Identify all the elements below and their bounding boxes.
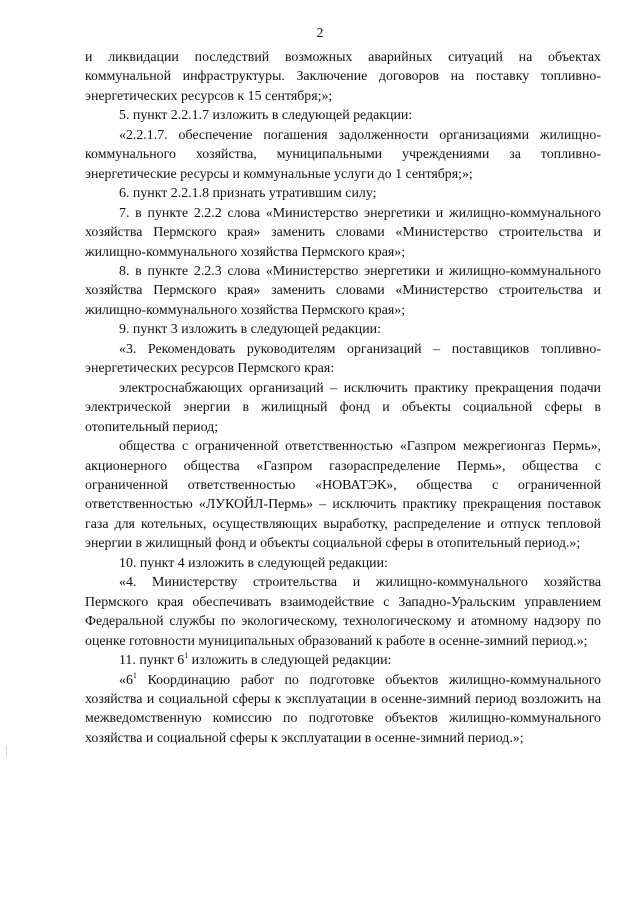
item-11-quote-start: «6 — [119, 672, 133, 688]
paragraph-item-5-quote: «2.2.1.7. обеспечение погашения задолженности организациями жилищно-коммунального хозяйства, муниципальными учреждениями за топливно-энергетические ресурсы и коммунальные услуги до 1 сентября;»; — [85, 127, 601, 182]
item-11-quote-text: Координацию работ по подготовке объектов жилищно-коммунального хозяйства и социальной сферы к эксплуатации в осенне-зимний период возложить на межведомственную комиссию по подготовке объектов жилищно-коммунального хозяйства и социальной сферы к эксплуатации в осенне-зимний период.»; — [85, 672, 601, 746]
document-body — [85, 48, 601, 748]
paragraph-item-7: 7. в пункте 2.2.2 слова «Министерство энергетики и жилищно-коммунального хозяйства Пермского края» заменить словами «Министерство строительства и жилищно-коммунального хозяйства Пермского края»; — [85, 205, 601, 260]
paragraph-item-9: 9. пункт 3 изложить в следующей редакции: — [119, 322, 381, 338]
paragraph-item-5: 5. пункт 2.2.1.7 изложить в следующей редакции: — [119, 108, 413, 124]
paragraph-item-11 — [85, 651, 601, 670]
scan-margin-mark — [6, 745, 7, 757]
item-11-superscript: 1 — [184, 651, 189, 661]
page-number: 2 — [316, 25, 324, 40]
paragraph-item-9-quote: «3. Рекомендовать руководителям организаций – поставщиков топливно-энергетических ресурсов Пермского края: — [85, 341, 601, 377]
item-11-text-start: 11. пункт 6 — [119, 653, 185, 669]
paragraph-item-10-quote: «4. Министерству строительства и жилищно-коммунального хозяйства Пермского края обеспечивать взаимодействие с Западно-Уральским управлением Федеральной службы по экологическому, технологическому и атомному надзору по оценке готовности муниципальных образований к работе в осенне-зимний период.»; — [85, 575, 601, 649]
paragraph-gas-suppliers: общества с ограниченной ответственностью «Газпром межрегионгаз Пермь», акционерного общества «Газпром газораспределение Пермь», общества с ограниченной ответственностью «НОВАТЭК», общества с ограниченной ответственностью «ЛУКОЙЛ-Пермь» – исключить практику прекращения поставок газа для котельных, осуществляющих выработку, распределение и отпуск тепловой энергии в жилищный фонд и объекты социальной сферы в отопительный период.»; — [85, 439, 601, 552]
paragraph-item-11-quote — [85, 671, 601, 749]
paragraph-item-8: 8. в пункте 2.2.3 слова «Министерство энергетики и жилищно-коммунального хозяйства Пермского края» заменить словами «Министерство строительства и жилищно-коммунального хозяйства Пермского края»; — [85, 263, 601, 318]
paragraph-electricity-suppliers: электроснабжающих организаций – исключить практику прекращения подачи электрической энергии в жилищный фонд и объекты социальной сферы в отопительный период; — [85, 380, 601, 435]
paragraph-item-6: 6. пункт 2.2.1.8 признать утратившим силу; — [119, 186, 377, 202]
paragraph-item-10: 10. пункт 4 изложить в следующей редакции: — [119, 555, 388, 571]
paragraph-continuation: и ликвидации последствий возможных аварийных ситуаций на объектах коммунальной инфраструктуры. Заключение договоров на поставку топливно-энергетических ресурсов к 15 сентября;»; — [85, 50, 601, 104]
item-11-quote-superscript: 1 — [132, 670, 137, 680]
item-11-text-end: изложить в следующей редакции: — [188, 653, 392, 669]
